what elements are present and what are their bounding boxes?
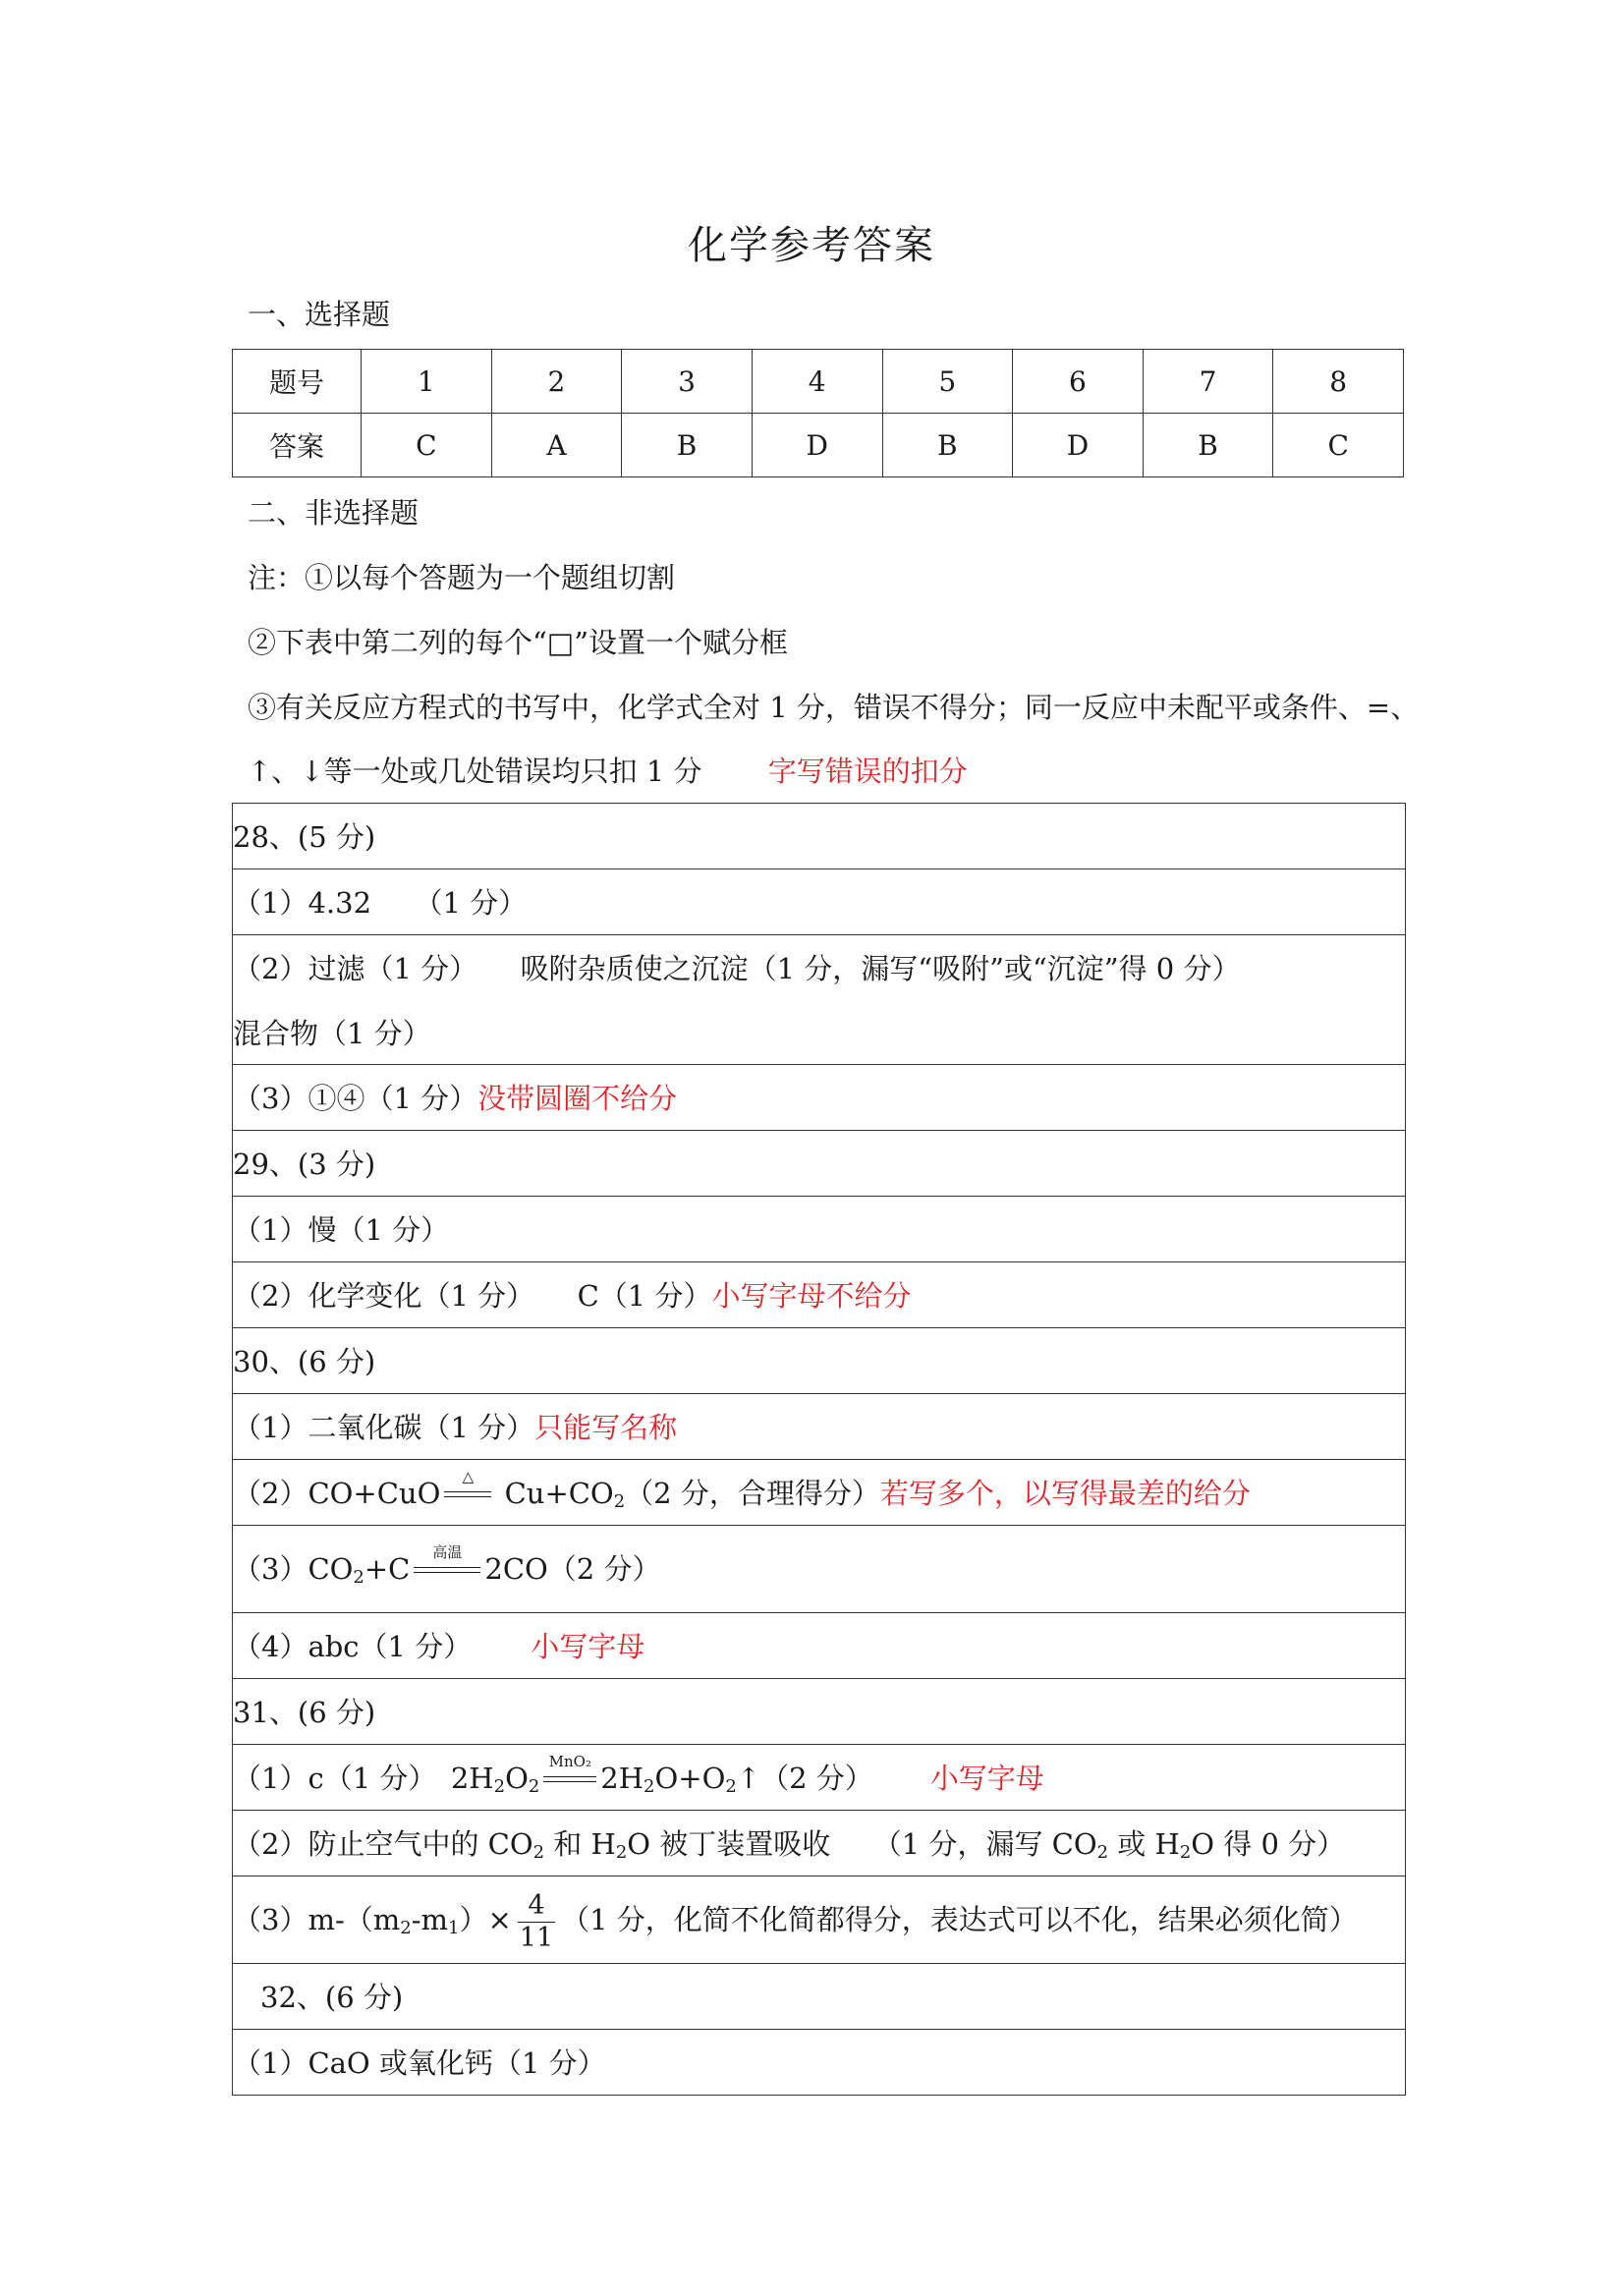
q30-answer-1-text: （1）二氧化碳（1 分） <box>233 1411 535 1444</box>
formula-part: O <box>505 1762 529 1795</box>
subscript: 2 <box>532 1842 545 1863</box>
subscript: 2 <box>353 1567 364 1588</box>
answer-cell: B <box>882 414 1013 477</box>
answer-row <box>233 1526 1405 1613</box>
question-number-cell: 4 <box>752 350 882 414</box>
formula-part: （3）m-（m <box>233 1903 401 1936</box>
answer-cell: B <box>1143 414 1273 477</box>
question-31-header-row <box>233 1679 1405 1745</box>
subscript: 2 <box>1179 1842 1192 1863</box>
multiple-choice-table <box>232 349 1404 477</box>
q31-answer-1-red-remark: 小写字母 <box>929 1762 1044 1795</box>
answer-cell: B <box>622 414 753 477</box>
q29-answer-2-text: （2）化学变化（1 分） C（1 分） <box>233 1279 712 1313</box>
q30-answer-2-lhs: （2）CO+CuO <box>233 1477 441 1510</box>
answer-row <box>233 1197 1405 1262</box>
fraction-numerator: 4 <box>518 1890 555 1923</box>
q29-answer-1: （1）慢（1 分） <box>233 1213 450 1247</box>
subscript: 2 <box>644 1776 655 1797</box>
question-number-row <box>233 350 1404 414</box>
note-4 <box>248 752 968 791</box>
question-number-cell: 1 <box>362 350 492 414</box>
reaction-condition-high-temp: 高温 <box>432 1543 463 1561</box>
q29-answer-2-red-remark: 小写字母不给分 <box>711 1279 912 1313</box>
q31-answer-1 <box>233 1753 1044 1807</box>
subscript: 2 <box>613 1491 626 1512</box>
q30-answer-2 <box>233 1468 1251 1522</box>
q30-answer-1 <box>233 1408 677 1447</box>
answer-row <box>233 1262 1405 1328</box>
reaction-condition-heat: △ <box>462 1468 475 1485</box>
q30-answer-2-red-remark: 若写多个，以写得最差的给分 <box>879 1477 1251 1510</box>
q28-answer-1: （1）4.32 （1 分） <box>233 886 528 920</box>
q30-answer-2-rhs: Cu+CO <box>495 1477 614 1510</box>
formula-part: ）× <box>459 1903 512 1936</box>
answer-row <box>233 414 1404 477</box>
answer-cell: C <box>362 414 492 477</box>
answer-row <box>233 1613 1405 1679</box>
answers-table <box>232 803 1406 2096</box>
formula-part: （1 分，化简不化简都得分，表达式可以不化，结果必须化简） <box>561 1903 1358 1936</box>
section-heading-choice: 一、选择题 <box>248 298 391 331</box>
q30-answer-2-score: （2 分，合理得分） <box>625 1477 880 1510</box>
question-31-heading: 31、(6 分) <box>233 1696 376 1729</box>
q28-answer-2-line-2: 混合物（1 分） <box>233 1017 431 1050</box>
question-32-header-row <box>233 1964 1405 2030</box>
subscript: 2 <box>1096 1842 1109 1863</box>
formula-part: O 得 0 分） <box>1191 1827 1346 1861</box>
reaction-catalyst: MnO₂ <box>548 1753 591 1770</box>
question-30-heading: 30、(6 分) <box>233 1345 376 1378</box>
subscript: 2 <box>615 1842 628 1863</box>
formula-part: 或 H <box>1108 1827 1180 1861</box>
answer-cell: D <box>1013 414 1144 477</box>
question-29-heading: 29、(3 分) <box>233 1148 376 1181</box>
reaction-equals-sign <box>412 1543 482 1582</box>
answer-row <box>233 1460 1405 1526</box>
q29-answer-2 <box>233 1276 912 1316</box>
answer-row <box>233 2030 1405 2096</box>
answer-row <box>233 869 1405 935</box>
formula-part: -m <box>411 1903 449 1936</box>
note-4-red-remark: 字写错误的扣分 <box>767 755 968 788</box>
answer-cell: A <box>491 414 622 477</box>
question-29-header-row <box>233 1131 1405 1197</box>
answer-row <box>233 1065 1405 1131</box>
q30-answer-4 <box>233 1627 644 1666</box>
question-32-heading: 32、(6 分) <box>260 1981 404 2014</box>
formula-part: （2）防止空气中的 CO <box>233 1827 533 1861</box>
q30-answer-3-lhs-2: +C <box>364 1552 411 1586</box>
q31-answer-1-lhs: （1）c（1 分） 2H <box>233 1762 494 1795</box>
subscript: 2 <box>400 1918 412 1938</box>
question-number-label: 题号 <box>233 350 362 414</box>
question-number-cell: 6 <box>1013 350 1144 414</box>
question-number-cell: 2 <box>491 350 622 414</box>
q31-answer-3 <box>233 1882 1358 1966</box>
question-number-cell: 7 <box>1143 350 1273 414</box>
page-title: 化学参考答案 <box>688 223 935 268</box>
q30-answer-4-red-remark: 小写字母 <box>531 1630 645 1663</box>
q28-answer-2: （2）过滤（1 分） 吸附杂质使之沉淀（1 分，漏写“吸附”或“沉淀”得 0 分） <box>233 952 1241 985</box>
q32-answer-1: （1）CaO 或氧化钙（1 分） <box>233 2046 606 2080</box>
subscript: 1 <box>448 1918 460 1938</box>
formula-part: 和 H <box>544 1827 616 1861</box>
answer-label: 答案 <box>233 414 362 477</box>
q28-answer-3-red-remark: 没带圆圈不给分 <box>477 1082 678 1115</box>
question-28-header-row <box>233 804 1405 869</box>
note-2: ②下表中第二列的每个“□”设置一个赋分框 <box>248 626 789 659</box>
answer-row <box>233 1394 1405 1460</box>
answer-row <box>233 1745 1405 1811</box>
q31-answer-2 <box>233 1824 1345 1873</box>
subscript: 2 <box>528 1776 540 1797</box>
note-3: ③有关反应方程式的书写中，化学式全对 1 分，错误不得分；同一反应中未配平或条件、=、 <box>248 691 1420 724</box>
q30-answer-1-red-remark: 只能写名称 <box>534 1411 678 1444</box>
section-heading-nonchoice: 二、非选择题 <box>248 496 420 530</box>
subscript: 2 <box>493 1776 506 1797</box>
q30-answer-4-text: （4）abc（1 分） <box>233 1630 473 1663</box>
note-1: 注：①以每个答题为一个题组切割 <box>248 561 676 594</box>
question-28-heading: 28、(5 分) <box>233 820 376 854</box>
formula-part: 2H <box>600 1762 644 1795</box>
reaction-equals-sign <box>541 1753 598 1791</box>
q30-answer-3-lhs: （3）CO <box>233 1552 354 1586</box>
answer-cell: D <box>752 414 882 477</box>
answer-row <box>233 935 1405 1065</box>
answer-row <box>233 1811 1405 1876</box>
formula-part: ↑（2 分） <box>736 1762 873 1795</box>
formula-part: O+O <box>654 1762 726 1795</box>
note-4-text: ↑、↓等一处或几处错误均只扣 1 分 <box>248 755 702 788</box>
fraction <box>518 1890 555 1954</box>
q30-answer-3 <box>233 1543 661 1597</box>
q28-answer-3 <box>233 1079 677 1118</box>
answer-row <box>233 1876 1405 1964</box>
reaction-equals-sign <box>442 1468 493 1506</box>
question-number-cell: 8 <box>1273 350 1404 414</box>
q28-answer-3-text: （3）①④（1 分） <box>233 1082 478 1115</box>
question-number-cell: 3 <box>622 350 753 414</box>
question-30-header-row <box>233 1328 1405 1394</box>
q30-answer-3-rhs: 2CO（2 分） <box>484 1552 661 1586</box>
answer-cell: C <box>1273 414 1404 477</box>
formula-part: O 被丁装置吸收 （1 分，漏写 CO <box>627 1827 1097 1861</box>
fraction-denominator: 11 <box>519 1922 554 1953</box>
subscript: 2 <box>725 1776 737 1797</box>
question-number-cell: 5 <box>882 350 1013 414</box>
